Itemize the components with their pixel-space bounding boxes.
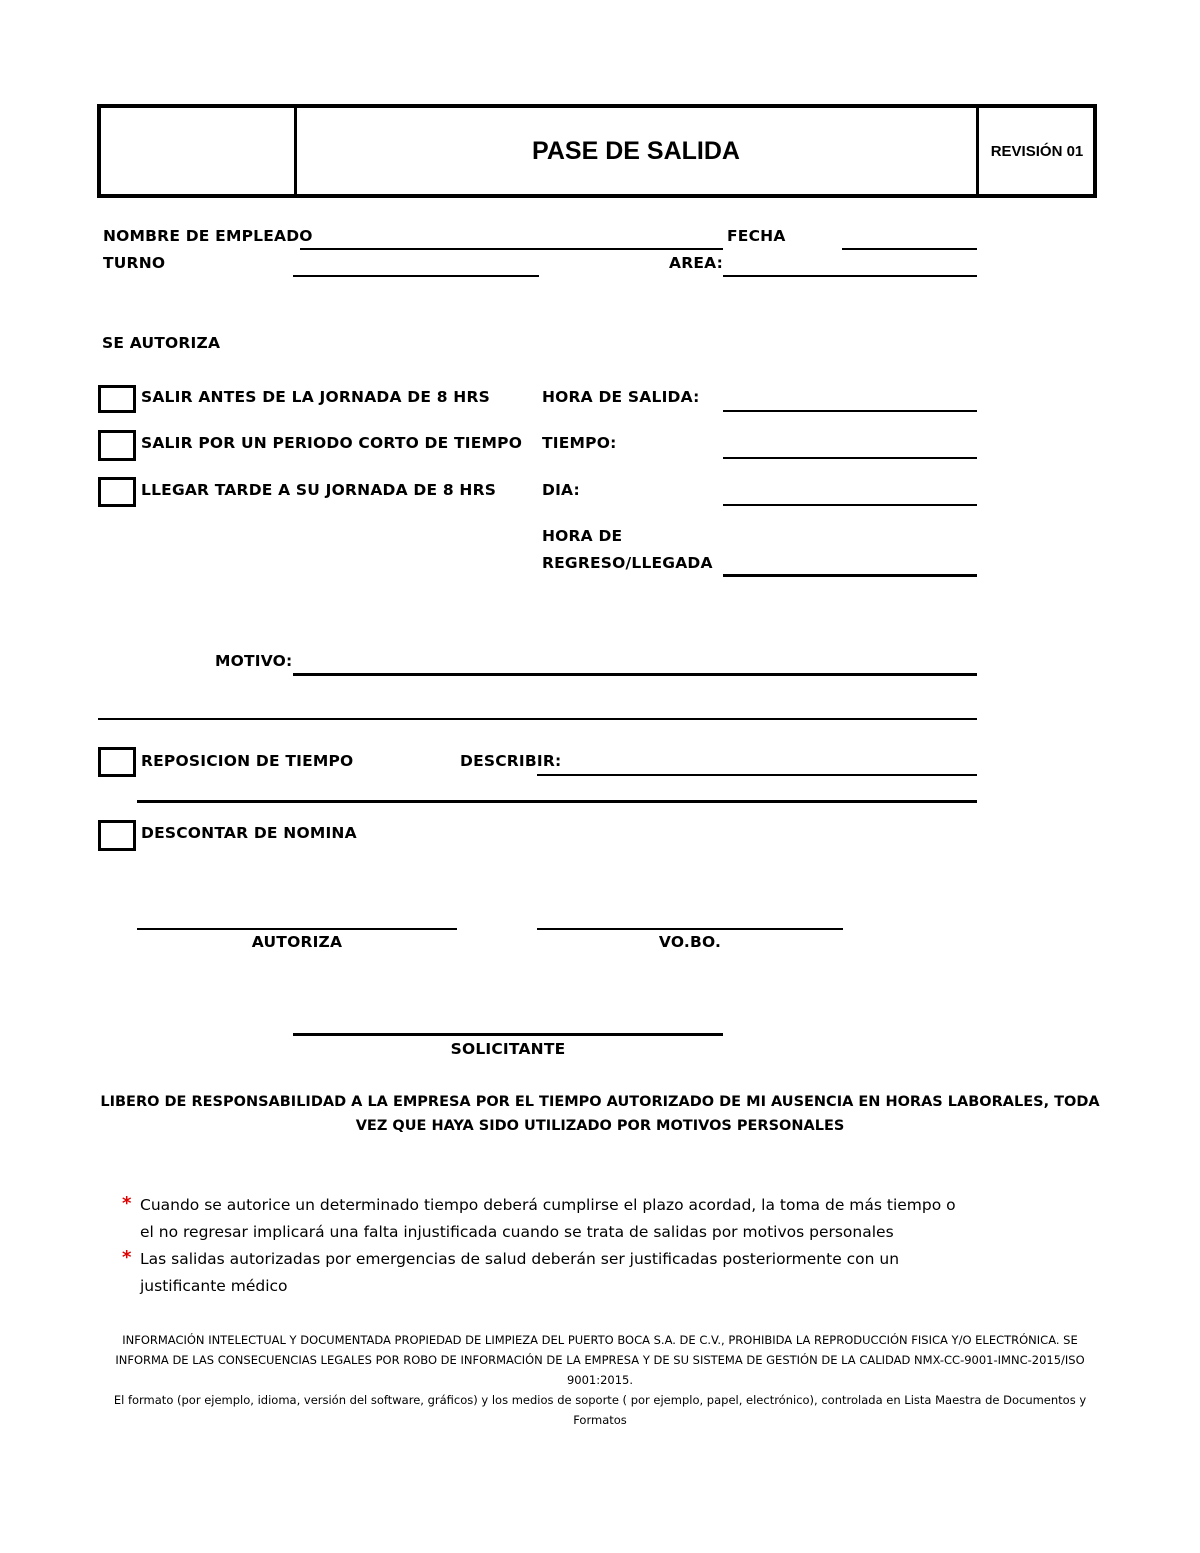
checkbox-payroll-deduction[interactable]	[98, 820, 136, 851]
time-field[interactable]	[723, 457, 977, 459]
checkbox-time-replacement[interactable]	[98, 747, 136, 777]
option-short-period-label: SALIR POR UN PERIODO CORTO DE TIEMPO	[141, 434, 523, 452]
shift-field[interactable]	[293, 275, 539, 277]
area-field[interactable]	[723, 275, 977, 277]
return-time-field[interactable]	[723, 574, 977, 577]
option-leave-early-label: SALIR ANTES DE LA JORNADA DE 8 HRS	[141, 388, 490, 406]
approval-signature-line[interactable]	[537, 928, 843, 930]
date-field[interactable]	[842, 248, 977, 250]
area-label: AREA:	[669, 254, 724, 272]
date-label: FECHA	[727, 227, 786, 245]
shift-label: TURNO	[103, 254, 166, 272]
exit-time-field[interactable]	[723, 410, 977, 412]
checkbox-short-period[interactable]	[98, 430, 136, 461]
reason-field[interactable]	[293, 673, 977, 676]
option-arrive-late-label: LLEGAR TARDE A SU JORNADA DE 8 HRS	[141, 481, 497, 499]
employee-name-label: NOMBRE DE EMPLEADO	[103, 227, 313, 245]
payroll-deduction-label: DESCONTAR DE NOMINA	[141, 824, 357, 842]
exit-time-label: HORA DE SALIDA:	[542, 388, 700, 406]
approval-label: VO.BO.	[658, 933, 722, 951]
requester-signature-line[interactable]	[293, 1033, 723, 1036]
authorize-heading: SE AUTORIZA	[102, 334, 221, 352]
describe-field-line2[interactable]	[137, 800, 977, 803]
note-text: Las salidas autorizadas por emergencias de salud deberán ser justificadas posteriormente con un justificante médico	[140, 1250, 900, 1295]
footer-format-text: El formato (por ejemplo, idioma, versión del software, gráficos) y los medios de soporte ( por ejemplo, papel, electrónico), controlada en Lista Maestra de Documentos y Formatos	[113, 1393, 1087, 1427]
requester-label: SOLICITANTE	[450, 1040, 566, 1058]
reason-field-line2[interactable]	[98, 718, 977, 720]
page-title: PASE DE SALIDA	[532, 136, 740, 165]
time-label: TIEMPO:	[542, 434, 617, 452]
revision-label: REVISIÓN 01	[990, 142, 1084, 160]
footer	[100, 1330, 1100, 1430]
disclaimer: LIBERO DE RESPONSABILIDAD A LA EMPRESA POR EL TIEMPO AUTORIZADO DE MI AUSENCIA EN HORAS LABORALES, TODA VEZ QUE HAYA SIDO UTILIZADO POR MOTIVOS PERSONALES	[100, 1094, 1100, 1134]
note-marker: *	[122, 1247, 132, 1268]
employee-name-field[interactable]	[300, 248, 723, 250]
time-replacement-label: REPOSICION DE TIEMPO	[141, 752, 354, 770]
checkbox-arrive-late[interactable]	[98, 477, 136, 507]
return-time-label-line2: REGRESO/LLEGADA	[542, 554, 713, 572]
authorizes-label: AUTORIZA	[251, 933, 343, 951]
reason-label: MOTIVO:	[215, 652, 293, 670]
note-marker: *	[122, 1193, 132, 1214]
day-field[interactable]	[723, 504, 977, 506]
note-text: Cuando se autorice un determinado tiempo deberá cumplirse el plazo acordad, la toma de más tiempo o el no regresar implicará una falta injustificada cuando se trata de salidas por motivos personales	[140, 1196, 956, 1241]
day-label: DIA:	[542, 481, 580, 499]
describe-label: DESCRIBIR:	[460, 752, 562, 770]
describe-field[interactable]	[537, 774, 977, 776]
footer-legal-text: INFORMACIÓN INTELECTUAL Y DOCUMENTADA PROPIEDAD DE LIMPIEZA DEL PUERTO BOCA S.A. DE C.V., PROHIBIDA LA REPRODUCCIÓN FISICA Y/O ELECTRÓNICA. SE INFORMA DE LAS CONSECUENCIAS LEGALES POR ROBO DE INFORMACIÓN DE LA EMPRESA Y DE SU SISTEMA DE GESTIÓN DE LA CALIDAD NMX-CC-9001-IMNC-2015/ISO 9001:2015.	[115, 1333, 1085, 1387]
authorizes-signature-line[interactable]	[137, 928, 457, 930]
checkbox-leave-early[interactable]	[98, 385, 136, 413]
return-time-label-line1: HORA DE	[542, 527, 623, 545]
